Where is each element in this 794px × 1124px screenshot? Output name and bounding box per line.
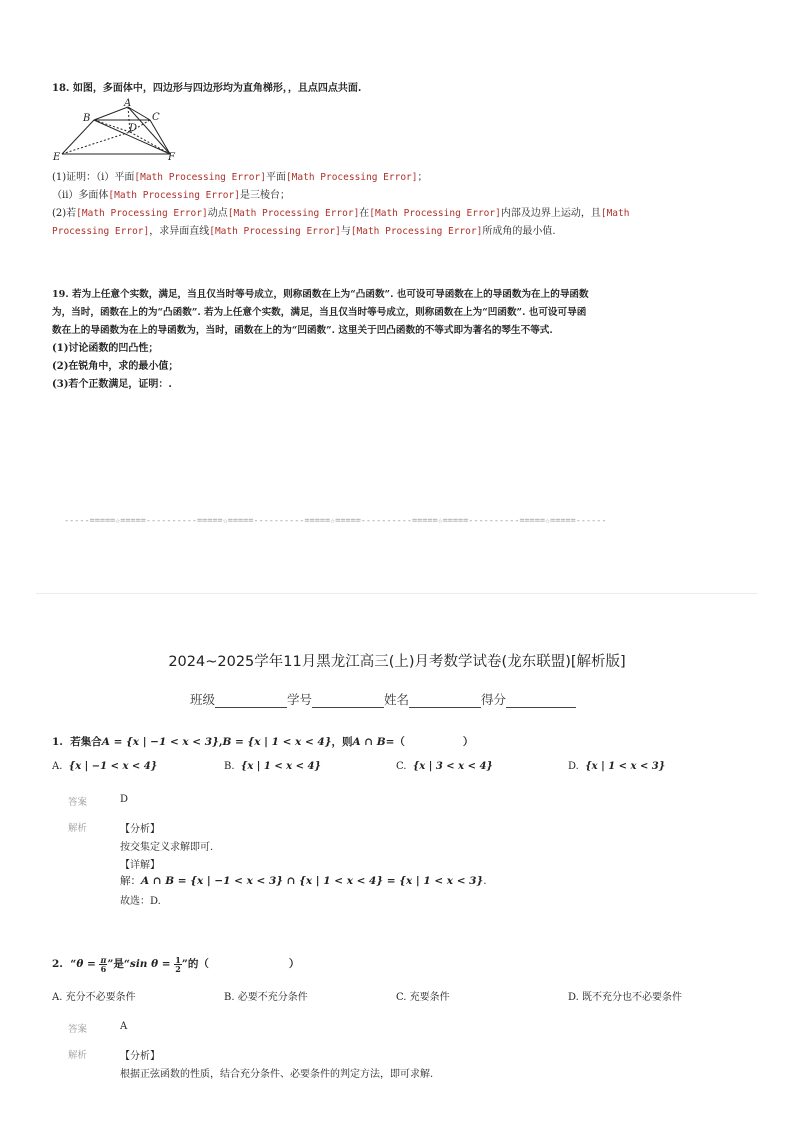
score-blank: [506, 695, 576, 708]
label-B: B: [83, 113, 91, 124]
q18-polyhedron-figure: [52, 98, 184, 162]
q2-answer: A: [120, 1021, 128, 1032]
label-F: F: [168, 152, 175, 162]
q1-option-a[interactable]: A. {x | −1 < x < 4}: [52, 761, 158, 772]
q19-stem-line3: 数在上的导函数为在上的导函数为，当时，函数在上的为“凹函数”. 这里关于凹凸函数的不等式即为著名的琴生不等式.: [52, 325, 553, 336]
q2-fenxi-heading: 【分析】: [120, 1051, 160, 1062]
name-blank: [409, 695, 481, 708]
q1-answer: D: [120, 794, 129, 805]
class-blank: [215, 695, 287, 708]
id-blank: [312, 695, 384, 708]
q2-fenxi-text: 根据正弦函数的性质，结合充分条件、必要条件的判定方法，即可求解.: [120, 1069, 434, 1080]
q2-answer-label: 答案: [68, 1024, 88, 1035]
q1-fenxi-heading: 【分析】: [120, 824, 160, 835]
q1-option-d[interactable]: D. {x | 1 < x < 3}: [568, 761, 666, 772]
q2-option-a[interactable]: A. 充分不必要条件: [52, 992, 136, 1003]
q2-option-b[interactable]: B. 必要不充分条件: [224, 992, 308, 1003]
id-label: 学号: [287, 692, 313, 707]
q1-xiangjie-heading: 【详解】: [120, 860, 160, 871]
q18-part2-line2: Processing Error]，求异面直线[Math Processing Error]与[Math Processing Error]所成角的最小值.: [52, 226, 556, 237]
q1-conclusion: 故选：D.: [120, 896, 161, 907]
class-label: 班级: [190, 692, 216, 707]
q2-option-c[interactable]: C. 充要条件: [396, 992, 450, 1003]
q18-part2-line1: (2)若[Math Processing Error]动点[Math Processing Error]在[Math Processing Error]内部及边界上运动，且[Math: [52, 208, 630, 219]
q1-answer-label: 答案: [68, 797, 88, 808]
q1-analysis-label: 解析: [68, 823, 88, 834]
pi-over-six-fraction: $\frac{\pi}{6}$: [100, 954, 107, 974]
student-info-fields: [190, 690, 576, 708]
star-separator: -----=====☆=====----------=====☆=====----------=====☆=====----------=====☆=====----------=====☆=====------: [64, 516, 607, 526]
q1-fenxi-text: 按交集定义求解即可.: [120, 842, 214, 853]
label-C: C: [152, 112, 160, 123]
q2-option-d[interactable]: D. 既不充分也不必要条件: [568, 992, 683, 1003]
q1-solution: 解：A ∩ B = {x | −1 < x < 3} ∩ {x | 1 < x < 4} = {x | 1 < x < 3}.: [120, 875, 487, 887]
page-divider: [36, 593, 758, 594]
q19-sub1: (1)讨论函数的凹凸性；: [52, 343, 159, 354]
label-D: D: [129, 123, 138, 134]
q1-option-c[interactable]: C. {x | 3 < x < 4}: [396, 761, 493, 772]
exam-title: 2024~2025学年11月黑龙江高三(上)月考数学试卷(龙东联盟)[解析版]: [168, 654, 626, 670]
name-label: 姓名: [384, 692, 410, 707]
q2-stem: 2. “θ = $\frac{\pi}{6}$ ”是“sin θ = $\frac{1}{2}$ ”的（ ）: [52, 954, 300, 974]
q18-part1-ii: （ii）多面体[Math Processing Error]是三棱台；: [52, 190, 290, 201]
q19-stem-line1: 19. 若为上任意个实数，满足，当且仅当时等号成立，则称函数在上为“凸函数”. 也可设可导函数在上的导函数为在上的导函数: [52, 289, 589, 300]
q1-option-b[interactable]: B. {x | 1 < x < 4}: [224, 761, 321, 772]
q2-analysis-label: 解析: [68, 1050, 88, 1061]
one-half-fraction: $\frac{1}{2}$: [175, 954, 181, 974]
q1-stem: 1. 若集合A = {x | −1 < x < 3},B = {x | 1 < x < 4}，则A ∩ B=（ ）: [52, 736, 474, 748]
q19-sub2: (2)在锐角中，求的最小值；: [52, 361, 179, 372]
score-label: 得分: [481, 692, 507, 707]
q18-stem: 18. 如图，多面体中，四边形与四边形均为直角梯形，，且点四点共面.: [52, 83, 362, 94]
q18-part1: (1)证明：（i）平面[Math Processing Error]平面[Math Processing Error]；: [52, 172, 428, 183]
q19-stem-line2: 为，当时，函数在上的为“凸函数”. 若为上任意个实数，满足，当且仅当时等号成立，则称函数在上为“凹函数”. 也可设可导函: [52, 307, 587, 318]
label-A: A: [124, 98, 132, 109]
label-E: E: [53, 152, 61, 162]
q19-sub3: (3)若个正数满足，证明：.: [52, 379, 172, 390]
